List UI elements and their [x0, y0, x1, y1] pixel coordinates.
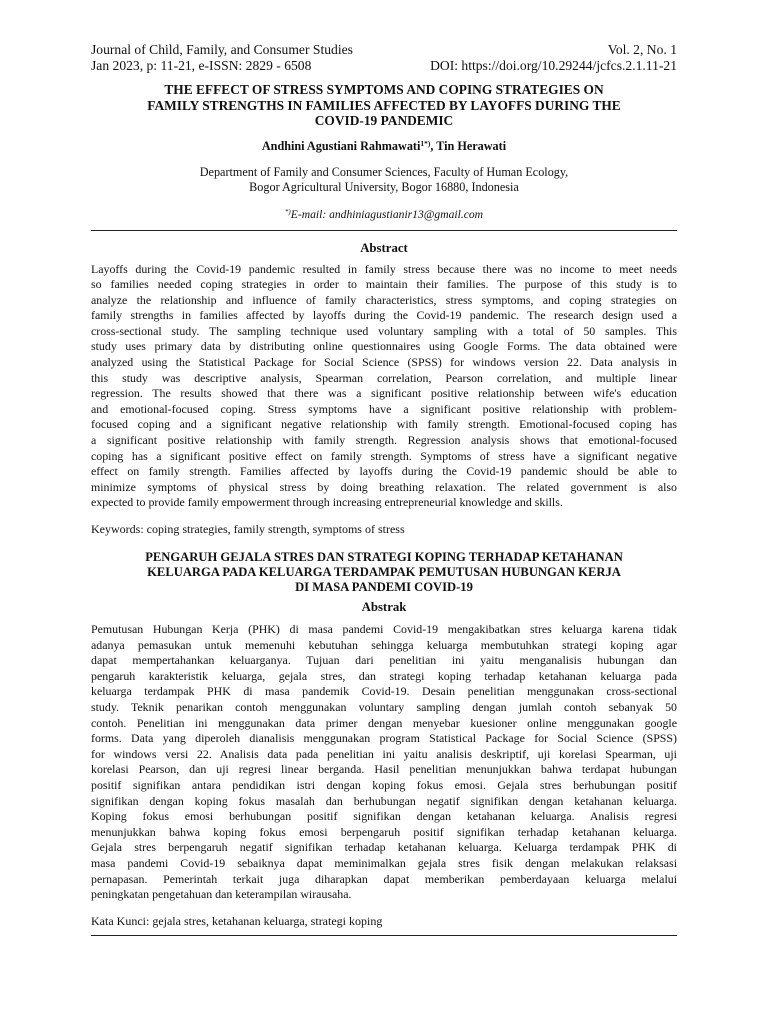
- abstract-line: this study was descriptive analysis, Spearman correlation, Pearson correlation, and multiple linear: [91, 370, 677, 385]
- abstract-line: effect on family strength. Families affected by layoffs during the Covid-19 pandemic should be able to: [91, 464, 677, 479]
- title-line: DI MASA PANDEMI COVID-19: [295, 580, 473, 594]
- affiliation: [91, 165, 677, 196]
- abstract-line: a significant positive relationship with family strength. Regression analysis shows that emotional-focused: [91, 433, 677, 448]
- running-header-row-1: [91, 42, 677, 58]
- abstrak-line: pengaruh karakteristik keluarga, gejala stres, dan strategi koping terhadap ketahanan keluarga pada: [91, 668, 677, 683]
- divider: [91, 935, 677, 936]
- abstrak-line: pernapasan. Pemerintah terkait juga diharapkan dapat memberikan pemberdayaan keluarga melalui: [91, 871, 677, 886]
- abstrak-line: for windows versi 22. Analisis data pada penelitian ini yaitu analisis deskriptif, uji korelasi Spearman, uji: [91, 746, 677, 761]
- abstract-line: and emotional-focused coping. Stress symptoms have a significant positive relationship with problem-: [91, 401, 677, 416]
- abstrak-line: adanya pemasukan untuk memenuhi kebutuhan sehingga keluarga membutuhkan strategi koping agar: [91, 637, 677, 652]
- author-name: Andhini Agustiani Rahmawati: [261, 138, 421, 153]
- volume-number: Vol. 2, No. 1: [607, 42, 677, 57]
- affiliation-line: Department of Family and Consumer Sciences, Faculty of Human Ecology,: [199, 164, 569, 179]
- abstract-line: focused coping and a significant negative relationship with family strength. Emotional-focused coping has: [91, 417, 677, 432]
- abstrak-line: Gejala stres berpengaruh negatif signifikan terhadap ketahanan keluarga. Keluarga terdampak PHK di: [91, 840, 677, 855]
- abstrak-line: masa pandemi Covid-19 sebaiknya dapat meminimalkan gejala stres fisik dengan melakukan relaksasi: [91, 855, 677, 870]
- abstrak-line: Pemutusan Hubungan Kerja (PHK) di masa pandemi Covid-19 mengakibatkan stres keluarga karena tidak: [91, 622, 677, 636]
- abstract-line: family strengths in families affected by layoffs during the Covid-19 pandemic. The research design used a: [91, 308, 677, 323]
- abstract-line: regression. The results showed that there was a significant positive relationship between wife's education: [91, 386, 677, 401]
- doi-link[interactable]: DOI: https://doi.org/10.29244/jcfcs.2.1.11-21: [430, 58, 677, 73]
- article-first-page: [91, 42, 677, 936]
- abstrak-line: keluarga terdampak PHK di masa pandemik Covid-19. Desain penelitian menggunakan cross-sectional: [91, 684, 677, 699]
- abstrak-line: contoh. Penelitian ini menggunakan data primer dengan menyebar kuesioner online menggunakan google: [91, 715, 677, 730]
- affiliation-line: Bogor Agricultural University, Bogor 16880, Indonesia: [249, 180, 519, 194]
- abstract-line: coping has a significant positive effect on family strength. Symptoms of stress have a significant negative: [91, 448, 677, 463]
- running-header-row-2: [91, 58, 677, 74]
- abstract-line: so families needed coping strategies in order to maintain their families. The purpose of this study is to: [91, 277, 677, 292]
- abstrak-line: signifikan dengan koping fokus masalah dan berhubungan negatif signifikan dengan ketahanan keluarga.: [91, 793, 677, 808]
- abstrak-line: dapat mempertahankan keluarganya. Tujuan dari penelitian ini yaitu menganalisis hubungan dan: [91, 653, 677, 668]
- issue-info: Jan 2023, p: 11-21, e-ISSN: 2829 - 6508: [91, 58, 312, 73]
- corresponding-email: [91, 205, 677, 222]
- abstrak-line: Koping fokus emosi berhubungan positif signifikan dengan ketahanan keluarga. Analisis regresi: [91, 809, 677, 824]
- title-line: FAMILY STRENGTHS IN FAMILIES AFFECTED BY LAYOFFS DURING THE: [147, 97, 621, 113]
- author-name: , Tin Herawati: [430, 138, 507, 153]
- abstract-line: expected to provide family empowerment through increasing entrepreneurial knowledge and skills.: [91, 495, 563, 510]
- article-title: [91, 82, 677, 129]
- abstrak-body: [91, 622, 677, 903]
- author-list: [91, 136, 677, 154]
- abstrak-line: forms. Data yang diperoleh dianalisis menggunakan program Statistical Package for Social Science (SPSS): [91, 731, 677, 746]
- abstract-line: analyzed using the Statistical Package for Social Science (SPSS) for windows version 22. Data analysis in: [91, 355, 677, 370]
- abstrak-line: peningkatan pengetahuan dan keterampilan wirausaha.: [91, 887, 352, 902]
- abstract-line: cross-sectional study. The sampling technique used voluntary sampling with a total of 50 samples. This: [91, 323, 677, 338]
- title-line: COVID-19 PANDEMIC: [314, 113, 454, 128]
- abstrak-line: korelasi Pearson, dan uji regresi linear berganda. Hasil penelitian menunjukkan bahwa terdapat hubungan: [91, 762, 677, 777]
- divider: [91, 230, 677, 231]
- title-line: KELUARGA PADA KELUARGA TERDAMPAK PEMUTUSAN HUBUNGAN KERJA: [147, 565, 621, 579]
- kata-kunci: Kata Kunci: gejala stres, ketahanan keluarga, strategi koping: [91, 913, 383, 928]
- email-marker: *): [284, 207, 291, 216]
- abstract-line: minimize symptoms of physical stress by doing breathing relaxation. The related government is also: [91, 479, 677, 494]
- abstract-line: analyze the relationship and influence of family characteristics, stress symptoms, and coping strategies on: [91, 292, 677, 307]
- title-line: THE EFFECT OF STRESS SYMPTOMS AND COPING STRATEGIES ON: [164, 82, 604, 97]
- abstract-heading: Abstract: [360, 240, 408, 255]
- abstrak-line: positif signifikan antara pendidikan istri dengan koping fokus emosi. Gejala stres berhubungan positif: [91, 777, 677, 792]
- title-line: PENGARUH GEJALA STRES DAN STRATEGI KOPING TERHADAP KETAHANAN: [145, 550, 623, 564]
- abstrak-line: study. Teknik penarikan contoh menggunakan voluntary sampling dengan jumlah contoh sebanyak 50: [91, 699, 677, 714]
- indonesian-title: [91, 550, 677, 595]
- journal-name: Journal of Child, Family, and Consumer Studies: [91, 42, 353, 57]
- keywords: Keywords: coping strategies, family strength, symptoms of stress: [91, 522, 405, 536]
- abstract-body: [91, 262, 677, 512]
- abstrak-line: menunjukkan bahwa koping fokus emosi berpengaruh positif signifikan terhadap ketahanan keluarga.: [91, 824, 677, 839]
- abstrak-heading: Abstrak: [361, 600, 407, 614]
- email-text[interactable]: E-mail: andhiniagustianir13@gmail.com: [290, 207, 484, 221]
- abstract-line: study uses primary data by distributing online questionnaires using Google Forms. The data obtained were: [91, 339, 677, 354]
- abstract-line: Layoffs during the Covid-19 pandemic resulted in family stress because there was no income to meet needs: [91, 261, 677, 276]
- author-marker: 1*): [420, 138, 431, 148]
